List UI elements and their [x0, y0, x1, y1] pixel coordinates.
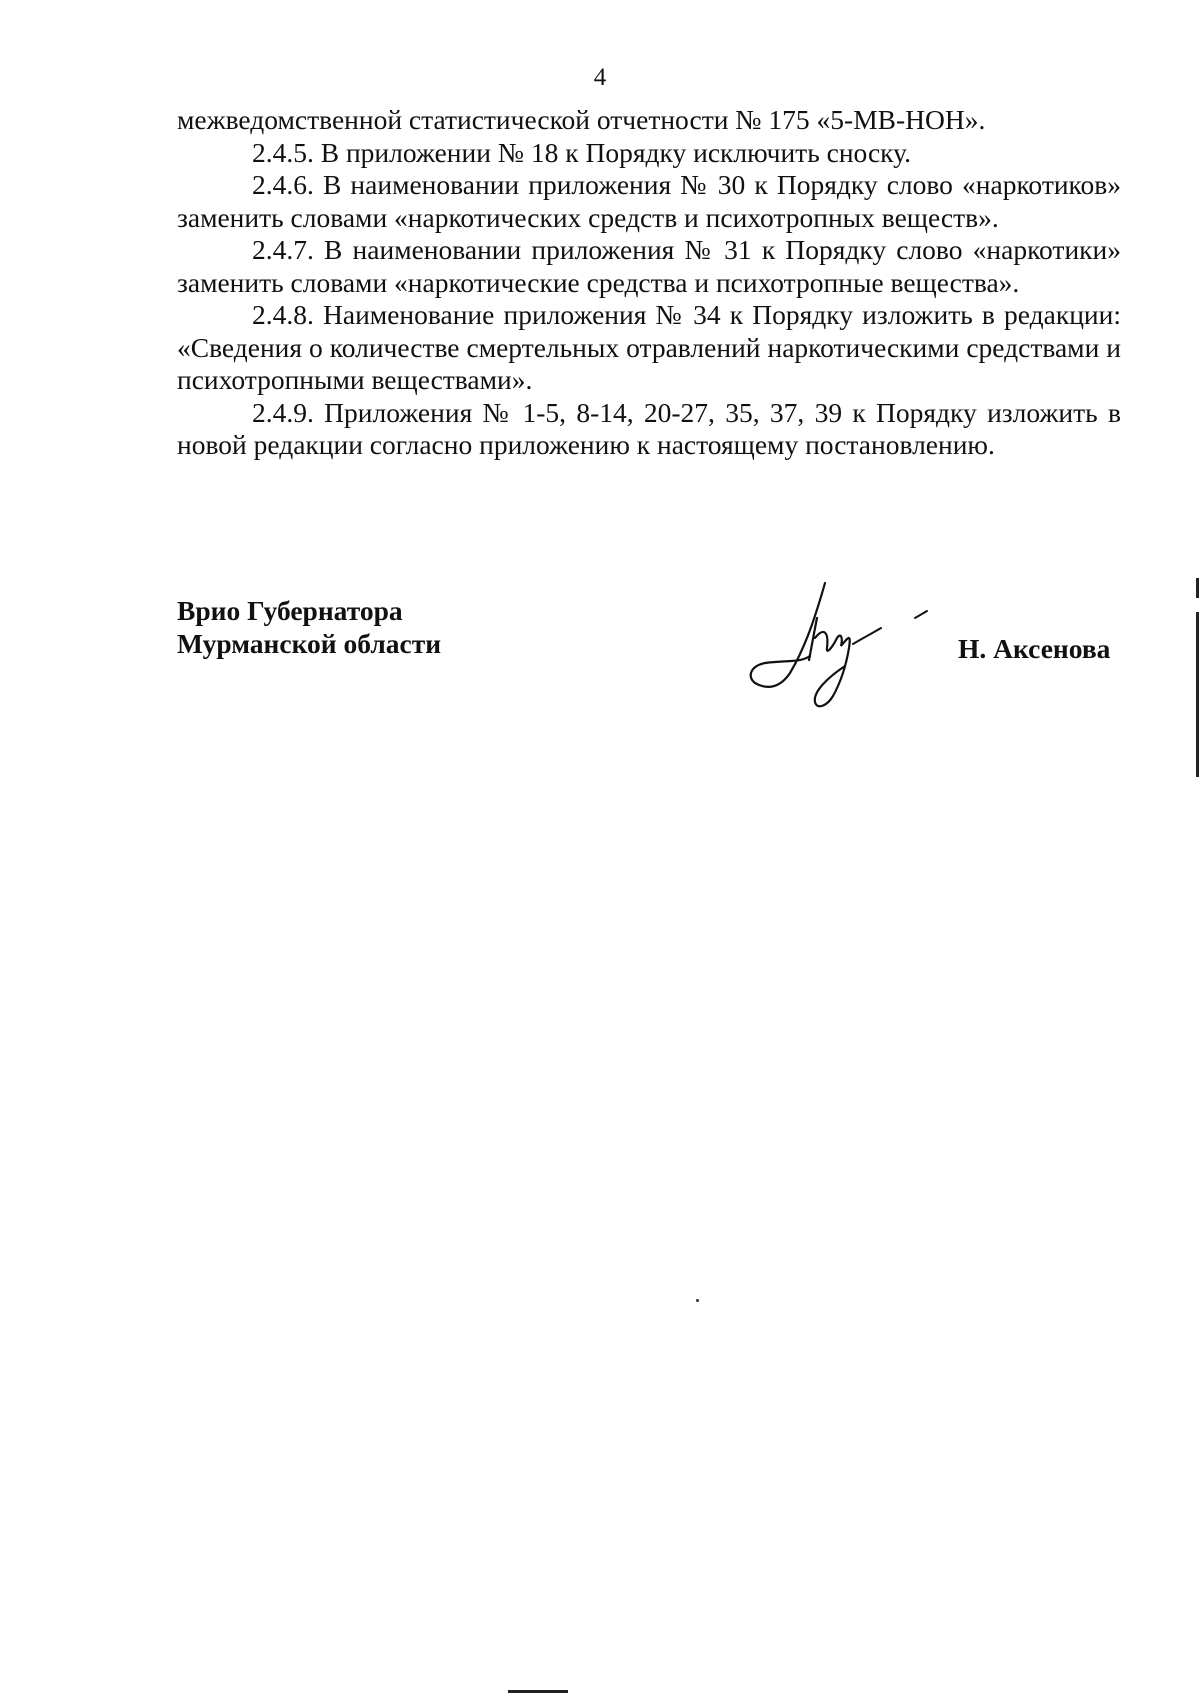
- scan-bottom-mark: [508, 1690, 568, 1693]
- paragraph-2-4-8: 2.4.8. Наименование приложения № 34 к Порядку изложить в редакции: «Сведения о количестве смертельных отравлений наркотическими средствами и психотропными веществами».: [177, 299, 1121, 395]
- scan-edge-mark: [1196, 578, 1199, 598]
- scan-speck: [696, 1299, 699, 1302]
- page-number: 4: [593, 64, 607, 91]
- signatory-name: Н. Аксенова: [958, 633, 1111, 664]
- paragraph-continuation: межведомственной статистической отчетности № 175 «5-МВ-НОН».: [177, 104, 986, 135]
- paragraph-2-4-7: 2.4.7. В наименовании приложения № 31 к Порядку слово «наркотики» заменить словами «наркотические средства и психотропные вещества».: [177, 234, 1121, 298]
- signatory-title-line-1: Врио Губернатора: [177, 595, 403, 626]
- paragraph-2-4-6: 2.4.6. В наименовании приложения № 30 к Порядку слово «наркотиков» заменить словами «наркотических средств и психотропных веществ».: [177, 169, 1121, 233]
- document-body: [177, 104, 1121, 462]
- signatory-title: [177, 594, 441, 660]
- paragraph-2-4-5: 2.4.5. В приложении № 18 к Порядку исключить сноску.: [252, 136, 912, 168]
- scan-edge-mark: [1196, 612, 1199, 777]
- paragraph-2-4-9: 2.4.9. Приложения № 1-5, 8-14, 20-27, 35, 37, 39 к Порядку изложить в новой редакции согласно приложению к настоящему постановлению.: [177, 396, 1121, 460]
- handwritten-signature: [745, 578, 945, 713]
- signatory-title-line-2: Мурманской области: [177, 628, 442, 659]
